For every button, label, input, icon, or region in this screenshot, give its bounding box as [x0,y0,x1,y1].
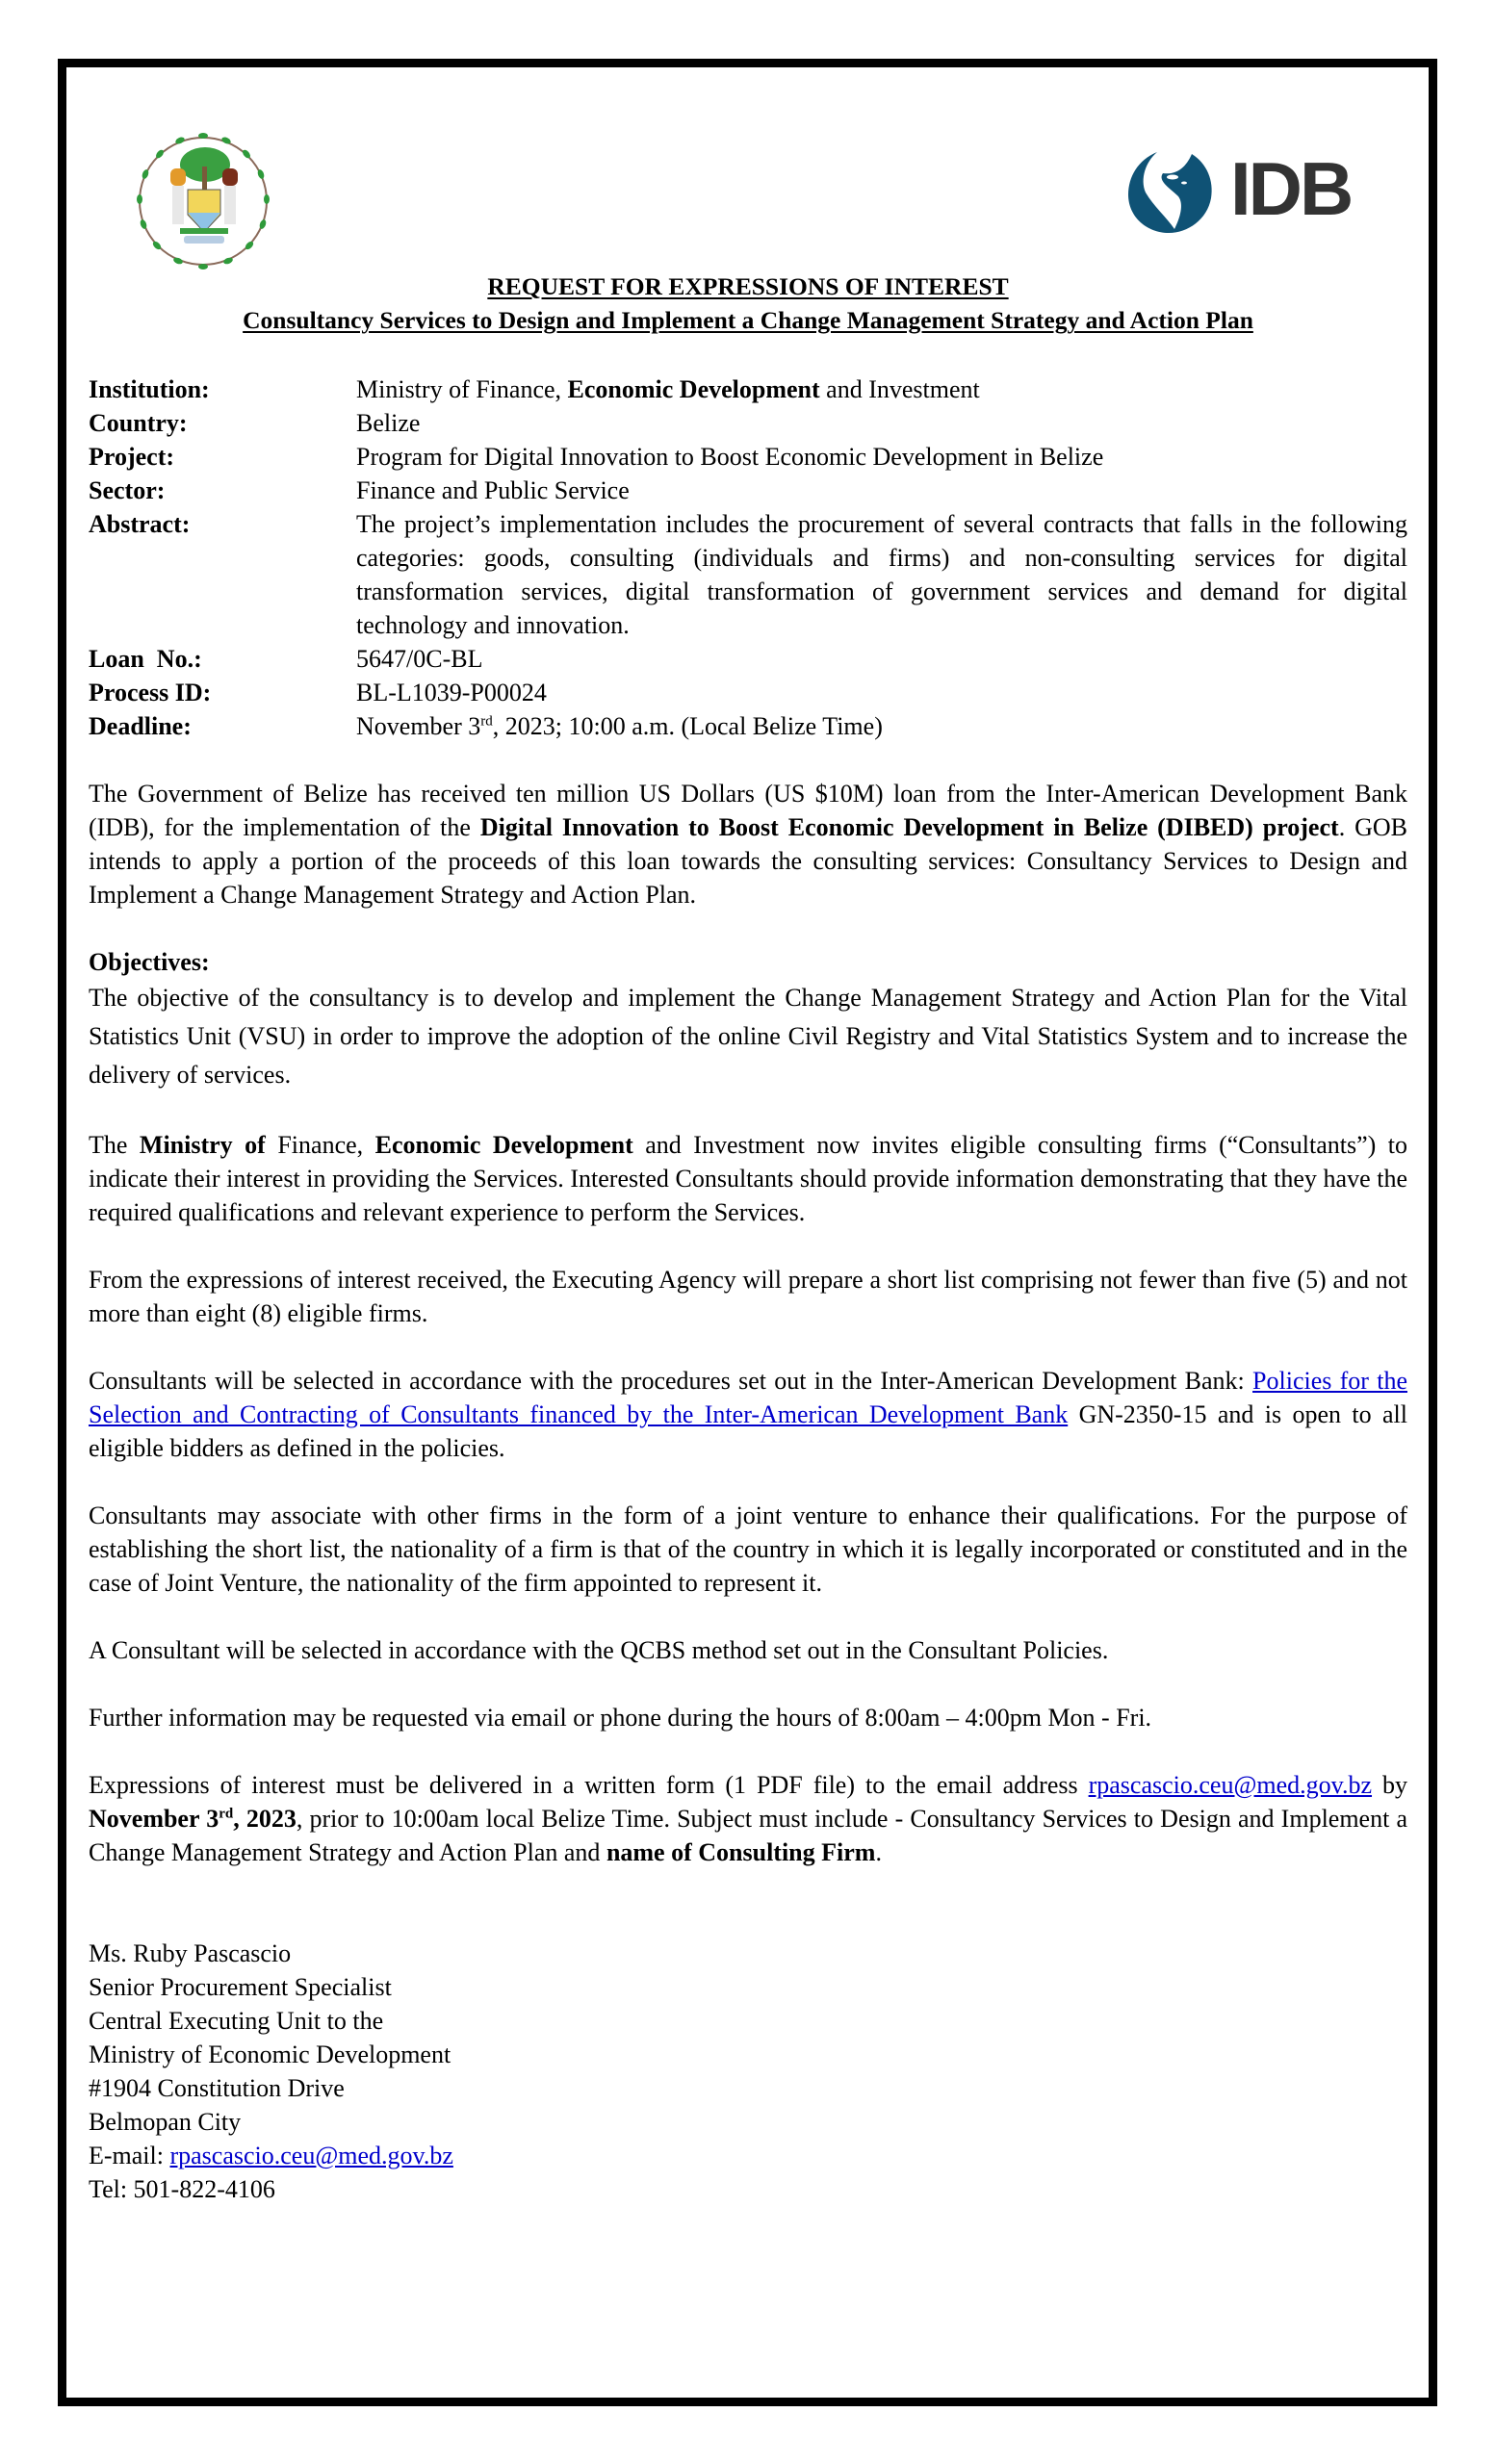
signatory-address: #1904 Constitution Drive [89,2074,345,2102]
paragraph-invitation [89,1128,1407,1229]
signatory-phone: Tel: 501-822-4106 [89,2175,275,2203]
text-bold: Economic Development [567,375,820,403]
document-body [89,372,1407,2206]
info-label: Sector: [89,476,166,504]
info-label: Country: [89,409,188,437]
idb-logo-text: IDB [1230,146,1352,231]
text: . GOB intends to apply a portion of the proceeds of this loan towards the consulting services: Consultancy Services to Design and Implement a Change Management Strategy and Action Plan. [89,813,1408,909]
paragraph-further-info: Further information may be requested via email or phone during the hours of 8:00am – 4:00pm Mon - Fri. [89,1704,1152,1732]
idb-logo [1124,146,1365,238]
signatory-name: Ms. Ruby Pascascio [89,1939,292,1967]
info-row-project [89,440,1407,474]
info-value [356,709,1407,743]
text-bold: Ministry of [139,1131,266,1159]
text: Expressions of interest must be delivered in a written form (1 PDF file) to the email address [89,1771,1089,1799]
signature-block [89,1937,1407,2206]
signatory-city: Belmopan City [89,2108,242,2136]
text: November 3 [89,1805,219,1833]
document-title-block [89,270,1407,337]
info-value [356,372,1407,406]
text: The [89,1131,140,1159]
info-label: Institution: [89,375,210,403]
policies-link[interactable]: Policies for the Selection and Contracting of Consultants financed by the Inter-American Development Bank [89,1367,1407,1428]
document-title: REQUEST FOR EXPRESSIONS OF INTEREST [487,272,1009,300]
info-row-abstract [89,507,1407,642]
text-bold: Digital Innovation to Boost Economic Development in Belize (DIBED) project [479,813,1339,841]
info-label: Abstract: [89,510,191,538]
paragraph-objectives: The objective of the consultancy is to develop and implement the Change Management Strategy and Action Plan for the Vital Statistics Unit (VSU) in order to improve the adoption of the online Civil Registry and Vital Statistics System and to increase the delivery of services. [89,984,1407,1089]
text: and Investment [819,375,980,403]
info-value: The project’s implementation includes the procurement of several contracts that falls in the following categories: goods, consulting (individuals and firms) and non-consulting services for digital transformation services, digital transformation of government services and demand for digital technology and innovation. [356,510,1407,639]
idb-globe-icon [1124,148,1217,235]
signatory-unit: Central Executing Unit to the [89,2007,384,2035]
coat-of-arms-icon [130,128,276,274]
paragraph-selection-policy [89,1364,1407,1465]
info-row-sector [89,474,1407,507]
text: November 3 [356,712,481,740]
signatory-title: Senior Procurement Specialist [89,1973,392,2001]
text-bold: Economic Development [374,1131,633,1159]
text: by [1372,1771,1408,1799]
info-table [89,372,1407,743]
paragraph-joint-venture: Consultants may associate with other firms in the form of a joint venture to enhance their qualifications. For the purpose of establishing the short list, the nationality of a firm is that of the country in which it is legally incorporated or constituted and in the case of Joint Venture, the nationality of the firm appointed to represent it. [89,1502,1407,1597]
info-row-country [89,406,1407,440]
text: Consultants will be selected in accordance with the procedures set out in the Inter-American Development Bank: [89,1367,1253,1395]
text: Ministry of Finance, [356,375,568,403]
document-subtitle: Consultancy Services to Design and Implement a Change Management Strategy and Action Plan [243,306,1253,334]
text: , 2023 [233,1805,297,1833]
paragraph-loan-intro [89,777,1407,911]
superscript: rd [480,713,493,730]
signatory-email-link[interactable]: rpascascio.ceu@med.gov.bz [169,2142,453,2169]
text-bold [89,1805,297,1833]
info-label: Loan No.: [89,645,202,673]
belize-coat-of-arms-logo [130,128,276,274]
info-value: BL-L1039-P00024 [356,679,547,706]
text: The Government of Belize has received ten million US Dollars (US $10M) loan from the Inter-American Development Bank (IDB), for the implementation of the [89,780,1407,841]
text: and Investment now invites eligible consulting firms (“Consultants”) to indicate their interest in providing the Services. Interested Consultants should provide information demonstrating that they have the required qualifications and relevant experience to perform the Services. [89,1131,1407,1226]
info-label: Deadline: [89,712,192,740]
superscript: rd [219,1806,234,1822]
info-row-loan [89,642,1407,676]
info-value: 5647/0C-BL [356,645,483,673]
text: . [875,1838,882,1866]
info-label: Process ID: [89,679,212,706]
submission-email-link[interactable]: rpascascio.ceu@med.gov.bz [1088,1771,1373,1799]
info-value: Program for Digital Innovation to Boost Economic Development in Belize [356,443,1104,471]
info-value: Finance and Public Service [356,476,630,504]
paragraph-submission [89,1768,1407,1869]
text: , prior to 10:00am local Belize Time. Subject must include - Consultancy Services to Design and Implement a Change Management Strategy and Action Plan and [89,1805,1408,1866]
paragraph-qcbs-method: A Consultant will be selected in accordance with the QCBS method set out in the Consultant Policies. [89,1636,1109,1664]
signatory-ministry: Ministry of Economic Development [89,2040,451,2068]
info-label: Project: [89,443,175,471]
info-row-institution [89,372,1407,406]
text: GN-2350-15 and is open to all eligible bidders as defined in the policies. [89,1400,1407,1462]
info-row-process-id [89,676,1407,709]
signatory-email-line [89,2139,1407,2172]
text: , 2023; 10:00 a.m. (Local Belize Time) [492,712,883,740]
paragraph-shortlist: From the expressions of interest received, the Executing Agency will prepare a short list comprising not fewer than five (5) and not more than eight (8) eligible firms. [89,1266,1407,1327]
info-value: Belize [356,409,421,437]
text-bold: name of Consulting Firm [606,1838,876,1866]
text: Finance, [265,1131,375,1159]
objectives-heading: Objectives: [89,948,210,976]
email-label: E-mail: [89,2142,170,2169]
info-row-deadline [89,709,1407,743]
